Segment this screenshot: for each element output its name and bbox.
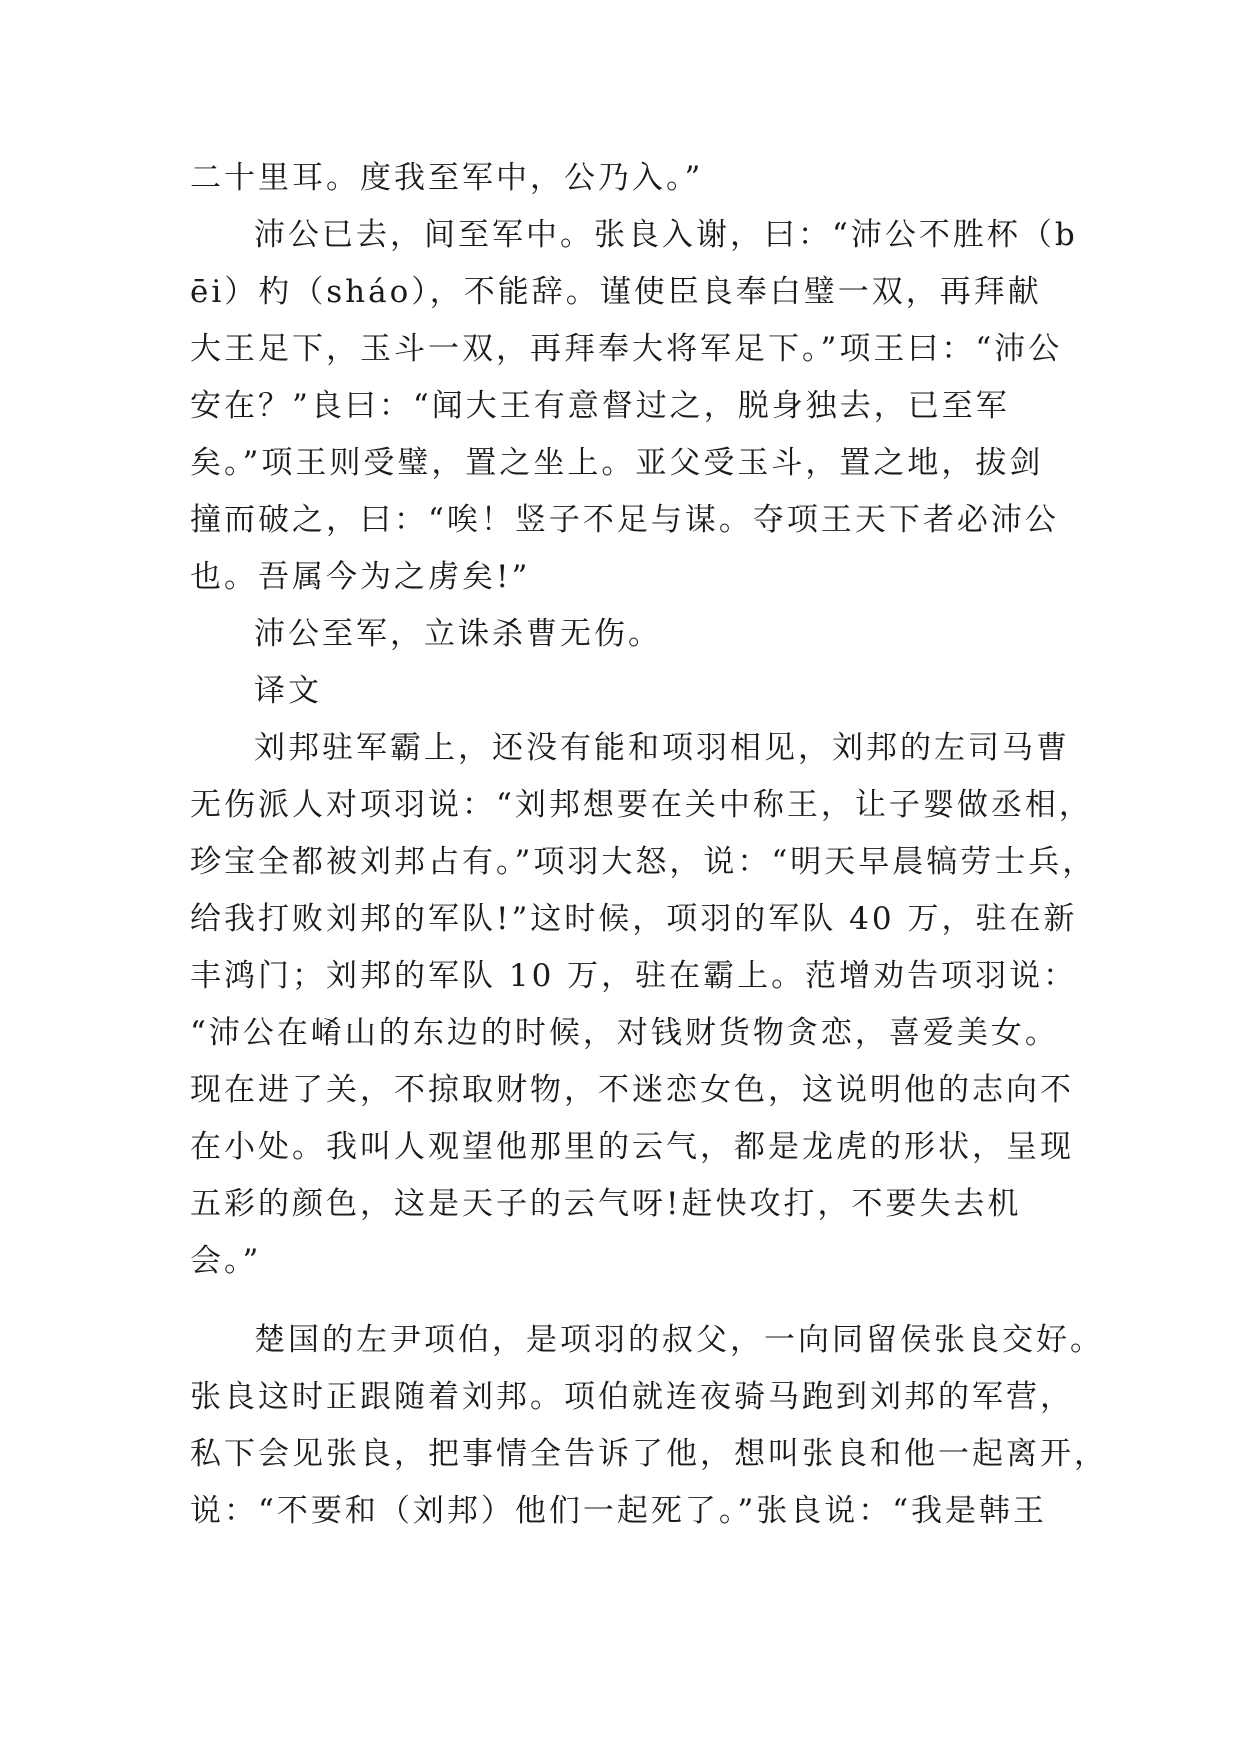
document-page: [190, 150, 1108, 1540]
text-line: “沛公在崤山的东边的时候，对钱财货物贪恋，喜爱美女。: [190, 1015, 1059, 1051]
text-line: 会。”: [190, 1243, 262, 1279]
text-line: 沛公至军，立诛杀曹无伤。: [254, 616, 662, 652]
text-line: 安在？”良曰：“闻大王有意督过之，脱身独去，已至军: [190, 388, 1010, 424]
text-line: 珍宝全都被刘邦占有。”项羽大怒，说：“明天早晨犒劳士兵，: [190, 844, 1097, 880]
text-line: 私下会见张良，把事情全告诉了他，想叫张良和他一起离开，: [190, 1436, 1108, 1472]
text-line: 楚国的左尹项伯，是项羽的叔父，一向同留侯张良交好。: [254, 1322, 1104, 1358]
text-line: 无伤派人对项羽说：“刘邦想要在关中称王，让子婴做丞相，: [190, 787, 1093, 823]
text-line: 张良这时正跟随着刘邦。项伯就连夜骑马跑到刘邦的军营，: [190, 1379, 1074, 1415]
text-line: 二十里耳。度我至军中，公乃入。”: [190, 160, 704, 196]
text-line: 五彩的颜色，这是天子的云气呀!赶快攻打，不要失去机: [190, 1186, 1022, 1222]
text-line: 在小处。我叫人观望他那里的云气，都是龙虎的形状，呈现: [190, 1129, 1074, 1165]
text-line: ēi）杓（sháo），不能辞。谨使臣良奉白璧一双，再拜献: [190, 274, 1042, 310]
text-line: 给我打败刘邦的军队!”这时候，项羽的军队 40 万，驻在新: [190, 901, 1078, 937]
text-line: 矣。”项王则受璧，置之坐上。亚父受玉斗，置之地，拔剑: [190, 445, 1044, 481]
text-line: 译文: [254, 673, 322, 709]
text-line: 丰鸿门；刘邦的军队 10 万，驻在霸上。范增劝告项羽说：: [190, 958, 1078, 994]
text-line: 沛公已去，间至军中。张良入谢，曰：“沛公不胜杯（b: [254, 217, 1078, 253]
text-line: 撞而破之，曰：“唉！竖子不足与谋。夺项王天下者必沛公: [190, 502, 1059, 538]
text-line: 现在进了关，不掠取财物，不迷恋女色，这说明他的志向不: [190, 1072, 1074, 1108]
text-line: 说：“不要和（刘邦）他们一起死了。”张良说：“我是韩王: [190, 1493, 1048, 1529]
text-line: 也。吾属今为之虏矣!”: [190, 559, 531, 595]
text-line: 大王足下，玉斗一双，再拜奉大将军足下。”项王曰：“沛公: [190, 331, 1063, 367]
text-line: 刘邦驻军霸上，还没有能和项羽相见，刘邦的左司马曹: [254, 730, 1070, 766]
